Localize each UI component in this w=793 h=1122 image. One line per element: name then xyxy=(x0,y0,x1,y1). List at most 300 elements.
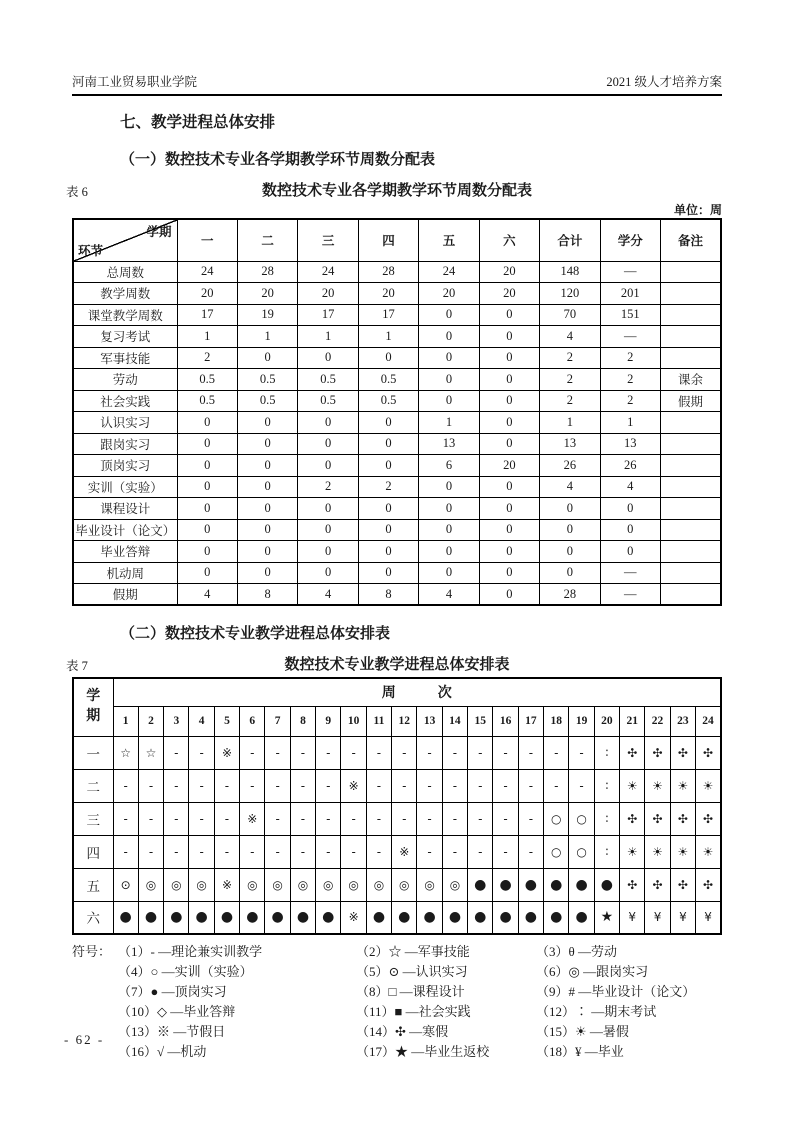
legend-prefix: 符号： xyxy=(72,944,112,959)
schedule-symbol-cell: - xyxy=(138,769,163,802)
table6-value-cell: 0 xyxy=(298,347,358,369)
page-number: - 62 - xyxy=(64,1032,105,1047)
table6-value-cell: 0 xyxy=(177,519,237,541)
schedule-symbol-cell: ◎ xyxy=(442,868,467,901)
table6-value-cell: 4 xyxy=(600,476,660,498)
schedule-symbol-cell: - xyxy=(392,802,417,835)
table6-value-cell: 4 xyxy=(419,584,479,606)
table6-value-cell: 17 xyxy=(358,304,418,326)
table6-value-cell: 0 xyxy=(237,541,297,563)
schedule-symbol-cell: ◎ xyxy=(341,868,366,901)
table6-value-cell xyxy=(661,412,722,434)
table7-semester-label: 六 xyxy=(73,901,113,934)
schedule-symbol-cell: ● xyxy=(113,901,138,934)
schedule-symbol-cell: ● xyxy=(392,901,417,934)
table6-value-cell: 20 xyxy=(479,283,539,305)
table6-value-cell: 28 xyxy=(540,584,600,606)
table7-semester-label: 三 xyxy=(73,802,113,835)
table7-semester-row xyxy=(73,769,721,802)
schedule-symbol-cell: - xyxy=(518,736,543,769)
schedule-symbol-cell: - xyxy=(265,802,290,835)
table6-row-label: 课堂教学周数 xyxy=(73,304,177,326)
schedule-symbol-cell: ● xyxy=(265,901,290,934)
week-number: 4 xyxy=(189,706,214,736)
schedule-symbol-cell: - xyxy=(290,802,315,835)
table6-value-cell: 20 xyxy=(298,283,358,305)
table6-value-cell: 8 xyxy=(237,584,297,606)
schedule-symbol-cell: ◎ xyxy=(366,868,391,901)
table6-value-cell xyxy=(661,261,722,283)
schedule-symbol-cell: - xyxy=(468,736,493,769)
schedule-symbol-cell: ✣ xyxy=(696,736,721,769)
table6-value-cell: 2 xyxy=(177,347,237,369)
table6-row xyxy=(73,390,721,412)
week-number: 14 xyxy=(442,706,467,736)
legend-line xyxy=(72,1042,722,1062)
table6-value-cell: 70 xyxy=(540,304,600,326)
table6-value-cell: 0 xyxy=(479,326,539,348)
schedule-symbol-cell: ● xyxy=(493,901,518,934)
legend-item: （13）※ —节假日 xyxy=(118,1024,226,1039)
schedule-symbol-cell: - xyxy=(544,769,569,802)
schedule-symbol-cell: ● xyxy=(569,901,594,934)
table6-value-cell: 4 xyxy=(540,476,600,498)
schedule-symbol-cell: - xyxy=(493,802,518,835)
table6-value-cell: 2 xyxy=(298,476,358,498)
schedule-symbol-cell: - xyxy=(113,802,138,835)
week-number: 22 xyxy=(645,706,670,736)
week-number: 6 xyxy=(240,706,265,736)
week-number: 20 xyxy=(594,706,619,736)
schedule-symbol-cell: ● xyxy=(569,868,594,901)
schedule-symbol-cell: - xyxy=(138,835,163,868)
table6-value-cell: 0 xyxy=(298,455,358,477)
table6-value-cell xyxy=(661,347,722,369)
schedule-symbol-cell: ● xyxy=(518,868,543,901)
week-number: 7 xyxy=(265,706,290,736)
table6-value-cell: 13 xyxy=(540,433,600,455)
week-header: 周 次 xyxy=(113,678,721,706)
table6-value-cell: 26 xyxy=(540,455,600,477)
subsection-1-heading: （一）数控技术专业各学期教学环节周数分配表 xyxy=(120,151,436,168)
symbol-legend xyxy=(72,942,722,1062)
table6-value-cell: 4 xyxy=(540,326,600,348)
table6-value-cell: 13 xyxy=(419,433,479,455)
table7-title: 数控技术专业教学进程总体安排表 xyxy=(284,656,510,673)
schedule-symbol-cell: ☀ xyxy=(670,835,695,868)
table6-row xyxy=(73,498,721,520)
schedule-symbol-cell: - xyxy=(493,769,518,802)
schedule-symbol-cell: - xyxy=(265,769,290,802)
table6-row-label: 跟岗实习 xyxy=(73,433,177,455)
table6-column-header: 三 xyxy=(298,219,358,261)
legend-item: （17）★ —毕业生返校 xyxy=(356,1044,490,1059)
schedule-symbol-cell: - xyxy=(316,802,341,835)
table6-row xyxy=(73,304,721,326)
schedule-symbol-cell: - xyxy=(569,736,594,769)
table6-value-cell: 0 xyxy=(540,562,600,584)
table6-value-cell: 课余 xyxy=(661,369,722,391)
table6-row xyxy=(73,433,721,455)
table7-semester-row xyxy=(73,736,721,769)
schedule-symbol-cell: - xyxy=(189,769,214,802)
table6-value-cell: 2 xyxy=(540,390,600,412)
legend-item: （2）☆ —军事技能 xyxy=(356,944,470,959)
table6-value-cell: 0 xyxy=(358,412,418,434)
table6-value-cell: 0 xyxy=(479,347,539,369)
table6-value-cell xyxy=(661,519,722,541)
schedule-symbol-cell: ◎ xyxy=(138,868,163,901)
schedule-symbol-cell: ✣ xyxy=(645,802,670,835)
schedule-symbol-cell: - xyxy=(290,835,315,868)
table6-value-cell xyxy=(661,326,722,348)
legend-item: （7）● —顶岗实习 xyxy=(118,984,227,999)
table6-value-cell: 0 xyxy=(298,498,358,520)
table7-week-numbers-row xyxy=(73,706,721,736)
schedule-symbol-cell: ○ xyxy=(569,802,594,835)
table6-value-cell: 假期 xyxy=(661,390,722,412)
schedule-symbol-cell: ✣ xyxy=(620,802,645,835)
schedule-symbol-cell: ✣ xyxy=(620,868,645,901)
table6-value-cell: 0.5 xyxy=(298,369,358,391)
header-right: 2021 级人才培养方案 xyxy=(606,75,722,89)
table6-value-cell: 0 xyxy=(479,390,539,412)
table7-semester-row xyxy=(73,802,721,835)
schedule-symbol-cell: - xyxy=(290,769,315,802)
table6-row-label: 教学周数 xyxy=(73,283,177,305)
table6-row-label: 复习考试 xyxy=(73,326,177,348)
table6-value-cell: 0 xyxy=(358,519,418,541)
schedule-symbol-cell: ∶ xyxy=(594,835,619,868)
schedule-symbol-cell: ✣ xyxy=(670,736,695,769)
week-number: 15 xyxy=(468,706,493,736)
schedule-symbol-cell: - xyxy=(518,835,543,868)
running-header xyxy=(72,72,722,96)
table6-column-header: 学分 xyxy=(600,219,660,261)
schedule-symbol-cell: ● xyxy=(214,901,239,934)
table6-title: 数控技术专业各学期教学环节周数分配表 xyxy=(261,182,532,199)
legend-prefix xyxy=(72,1002,118,1022)
table6-value-cell: 20 xyxy=(479,261,539,283)
schedule-symbol-cell: ◎ xyxy=(290,868,315,901)
schedule-symbol-cell: - xyxy=(164,835,189,868)
table6-value-cell: 0 xyxy=(358,433,418,455)
schedule-symbol-cell: - xyxy=(341,802,366,835)
schedule-symbol-cell: ● xyxy=(138,901,163,934)
schedule-symbol-cell: ⊙ xyxy=(113,868,138,901)
table6-row xyxy=(73,476,721,498)
table6-row-label: 毕业答辩 xyxy=(73,541,177,563)
legend-item: （11）■ —社会实践 xyxy=(356,1004,471,1019)
schedule-symbol-cell: - xyxy=(113,769,138,802)
table6-row xyxy=(73,347,721,369)
schedule-symbol-cell: - xyxy=(316,736,341,769)
table7-semester-label: 二 xyxy=(73,769,113,802)
schedule-symbol-cell: - xyxy=(290,736,315,769)
table6-row-label: 劳动 xyxy=(73,369,177,391)
schedule-symbol-cell: ☀ xyxy=(645,835,670,868)
schedule-symbol-cell: ☀ xyxy=(696,769,721,802)
table6-value-cell: 0.5 xyxy=(237,369,297,391)
schedule-symbol-cell: ✣ xyxy=(645,868,670,901)
table6-value-cell: — xyxy=(600,584,660,606)
schedule-symbol-cell: - xyxy=(164,736,189,769)
schedule-symbol-cell: - xyxy=(392,769,417,802)
schedule-symbol-cell: - xyxy=(366,736,391,769)
schedule-symbol-cell: - xyxy=(417,736,442,769)
table6-row-label: 假期 xyxy=(73,584,177,606)
schedule-symbol-cell: ☀ xyxy=(645,769,670,802)
table6-value-cell: 2 xyxy=(540,347,600,369)
table6-value-cell: 1 xyxy=(177,326,237,348)
week-number: 3 xyxy=(164,706,189,736)
table6-value-cell: 24 xyxy=(298,261,358,283)
table6-value-cell: 0 xyxy=(419,347,479,369)
schedule-symbol-cell: ☆ xyxy=(138,736,163,769)
table7-week-header-row xyxy=(73,678,721,706)
schedule-symbol-cell: ○ xyxy=(569,835,594,868)
schedule-symbol-cell: - xyxy=(265,736,290,769)
schedule-symbol-cell: ☀ xyxy=(620,769,645,802)
table6-value-cell: 0 xyxy=(419,498,479,520)
weeks-distribution-table xyxy=(72,218,722,606)
week-number: 13 xyxy=(417,706,442,736)
schedule-symbol-cell: - xyxy=(493,736,518,769)
table6-value-cell xyxy=(661,476,722,498)
table6-value-cell: 0 xyxy=(237,412,297,434)
table6-value-cell: 0 xyxy=(540,498,600,520)
legend-item: （5）⊙ —认识实习 xyxy=(356,964,468,979)
table6-value-cell: 0 xyxy=(298,541,358,563)
table6-value-cell: 0.5 xyxy=(358,390,418,412)
table6-row-label: 总周数 xyxy=(73,261,177,283)
schedule-symbol-cell: - xyxy=(493,835,518,868)
schedule-symbol-cell: - xyxy=(138,802,163,835)
table6-row xyxy=(73,455,721,477)
table6-value-cell: 1 xyxy=(358,326,418,348)
table6-value-cell: 0 xyxy=(237,476,297,498)
schedule-symbol-cell: - xyxy=(189,835,214,868)
schedule-symbol-cell: ● xyxy=(240,901,265,934)
schedule-symbol-cell: ★ xyxy=(594,901,619,934)
table7-caption xyxy=(66,653,722,675)
table6-column-header: 备注 xyxy=(661,219,722,261)
table6-value-cell: 0 xyxy=(419,304,479,326)
table6-row xyxy=(73,261,721,283)
table6-value-cell: 0 xyxy=(177,476,237,498)
schedule-symbol-cell: ☀ xyxy=(670,769,695,802)
table6-row-label: 课程设计 xyxy=(73,498,177,520)
table6-row-label: 军事技能 xyxy=(73,347,177,369)
schedule-symbol-cell: - xyxy=(240,769,265,802)
week-number: 8 xyxy=(290,706,315,736)
table6-value-cell: 0 xyxy=(479,584,539,606)
week-number: 10 xyxy=(341,706,366,736)
schedule-symbol-cell: ☀ xyxy=(620,835,645,868)
schedule-symbol-cell: - xyxy=(468,802,493,835)
schedule-symbol-cell: ✣ xyxy=(696,802,721,835)
legend-line xyxy=(72,1002,722,1022)
schedule-table xyxy=(72,677,722,935)
table6-value-cell: 0 xyxy=(419,562,479,584)
table6-value-cell: 0 xyxy=(479,304,539,326)
table7-number: 表 7 xyxy=(66,659,88,673)
legend-item: （15）☀ —暑假 xyxy=(536,1024,629,1039)
week-number: 11 xyxy=(366,706,391,736)
schedule-symbol-cell: ○ xyxy=(544,802,569,835)
table6-value-cell: 0 xyxy=(298,562,358,584)
table6-value-cell: 17 xyxy=(177,304,237,326)
schedule-symbol-cell: ¥ xyxy=(696,901,721,934)
schedule-symbol-cell: ◎ xyxy=(417,868,442,901)
table6-value-cell: 201 xyxy=(600,283,660,305)
schedule-symbol-cell: - xyxy=(468,769,493,802)
table6-value-cell: 0.5 xyxy=(237,390,297,412)
schedule-symbol-cell: ● xyxy=(594,868,619,901)
schedule-symbol-cell: - xyxy=(366,769,391,802)
schedule-symbol-cell: ∶ xyxy=(594,736,619,769)
table6-value-cell: 13 xyxy=(600,433,660,455)
table6-value-cell: — xyxy=(600,326,660,348)
table6-value-cell: 0 xyxy=(540,541,600,563)
table6-value-cell: 0.5 xyxy=(358,369,418,391)
table6-value-cell: 6 xyxy=(419,455,479,477)
legend-prefix xyxy=(72,962,118,982)
schedule-symbol-cell: ◎ xyxy=(164,868,189,901)
schedule-symbol-cell: ◎ xyxy=(316,868,341,901)
table6-value-cell: 0 xyxy=(419,369,479,391)
table6-value-cell: 0 xyxy=(177,412,237,434)
table6-value-cell xyxy=(661,455,722,477)
schedule-symbol-cell: ✣ xyxy=(645,736,670,769)
week-number: 18 xyxy=(544,706,569,736)
schedule-symbol-cell: ☆ xyxy=(113,736,138,769)
schedule-symbol-cell: - xyxy=(442,802,467,835)
corner-label-semester: 学期 xyxy=(146,225,172,239)
schedule-symbol-cell: ✣ xyxy=(670,802,695,835)
table6-value-cell: 120 xyxy=(540,283,600,305)
table6-column-header: 六 xyxy=(479,219,539,261)
week-number: 2 xyxy=(138,706,163,736)
table6-column-header: 二 xyxy=(237,219,297,261)
legend-item: （6）◎ —跟岗实习 xyxy=(536,964,649,979)
schedule-symbol-cell: - xyxy=(240,736,265,769)
table6-value-cell: 19 xyxy=(237,304,297,326)
schedule-symbol-cell: - xyxy=(468,835,493,868)
table6-value-cell: 2 xyxy=(600,347,660,369)
table6-value-cell: 0 xyxy=(419,326,479,348)
schedule-symbol-cell: - xyxy=(366,835,391,868)
schedule-symbol-cell: - xyxy=(341,835,366,868)
schedule-symbol-cell: ¥ xyxy=(670,901,695,934)
table6-value-cell: 0 xyxy=(177,562,237,584)
table6-value-cell: 0 xyxy=(237,455,297,477)
schedule-symbol-cell: - xyxy=(164,802,189,835)
week-number: 1 xyxy=(113,706,138,736)
table7-semester-row xyxy=(73,835,721,868)
table6-value-cell: 2 xyxy=(358,476,418,498)
table6-value-cell: 20 xyxy=(358,283,418,305)
schedule-symbol-cell: ◎ xyxy=(265,868,290,901)
schedule-symbol-cell: ✣ xyxy=(696,868,721,901)
corner-label-activity: 环节 xyxy=(78,243,104,258)
table6-value-cell: 20 xyxy=(237,283,297,305)
schedule-symbol-cell: ◎ xyxy=(392,868,417,901)
legend-item: （9）# —毕业设计（论文） xyxy=(536,984,696,999)
legend-line xyxy=(72,1022,722,1042)
schedule-symbol-cell: - xyxy=(442,835,467,868)
schedule-symbol-cell: - xyxy=(366,802,391,835)
table6-row xyxy=(73,562,721,584)
table7-semester-label: 四 xyxy=(73,835,113,868)
table6-number: 表 6 xyxy=(66,185,88,199)
schedule-symbol-cell: - xyxy=(164,769,189,802)
table6-row-label: 顶岗实习 xyxy=(73,455,177,477)
table6-value-cell: 1 xyxy=(600,412,660,434)
table6-value-cell: 0 xyxy=(479,541,539,563)
schedule-symbol-cell: ● xyxy=(417,901,442,934)
table6-value-cell xyxy=(661,498,722,520)
table6-value-cell: 0 xyxy=(298,433,358,455)
table6-value-cell: 0 xyxy=(419,390,479,412)
table6-value-cell: 17 xyxy=(298,304,358,326)
schedule-symbol-cell: ● xyxy=(544,901,569,934)
table6-value-cell: 0 xyxy=(177,433,237,455)
schedule-symbol-cell: ∶ xyxy=(594,802,619,835)
header-left: 河南工业贸易职业学院 xyxy=(72,75,198,89)
schedule-symbol-cell: ※ xyxy=(214,736,239,769)
table6-value-cell: 28 xyxy=(358,261,418,283)
schedule-symbol-cell: - xyxy=(518,802,543,835)
table6-row-label: 机动周 xyxy=(73,562,177,584)
table6-row-label: 认识实习 xyxy=(73,412,177,434)
legend-line xyxy=(72,942,722,962)
table6-value-cell xyxy=(661,433,722,455)
table6-value-cell: 0 xyxy=(419,476,479,498)
table6-value-cell: 0 xyxy=(479,519,539,541)
table6-column-header: 合计 xyxy=(540,219,600,261)
schedule-symbol-cell: ¥ xyxy=(645,901,670,934)
schedule-symbol-cell: ● xyxy=(290,901,315,934)
table6-value-cell: 0 xyxy=(419,541,479,563)
table6-value-cell: 0 xyxy=(358,347,418,369)
schedule-symbol-cell: - xyxy=(214,835,239,868)
schedule-symbol-cell: ※ xyxy=(392,835,417,868)
table6-corner-cell xyxy=(73,219,177,261)
schedule-symbol-cell: - xyxy=(417,769,442,802)
table7-semester-row xyxy=(73,868,721,901)
table6-value-cell: 20 xyxy=(177,283,237,305)
table6-value-cell: 20 xyxy=(479,455,539,477)
table7-semester-row xyxy=(73,901,721,934)
table6-row xyxy=(73,326,721,348)
legend-item: （8）□ —课程设计 xyxy=(356,984,465,999)
table6-value-cell: — xyxy=(600,261,660,283)
schedule-symbol-cell: - xyxy=(569,769,594,802)
schedule-symbol-cell: ● xyxy=(493,868,518,901)
table6-value-cell: 1 xyxy=(540,412,600,434)
schedule-symbol-cell: ○ xyxy=(544,835,569,868)
week-number: 16 xyxy=(493,706,518,736)
table6-column-header: 五 xyxy=(419,219,479,261)
schedule-symbol-cell: ※ xyxy=(341,769,366,802)
schedule-symbol-cell: ※ xyxy=(341,901,366,934)
table6-value-cell: 1 xyxy=(237,326,297,348)
schedule-symbol-cell: - xyxy=(214,769,239,802)
table6-value-cell: 1 xyxy=(298,326,358,348)
legend-prefix xyxy=(72,982,118,1002)
schedule-symbol-cell: ◎ xyxy=(189,868,214,901)
